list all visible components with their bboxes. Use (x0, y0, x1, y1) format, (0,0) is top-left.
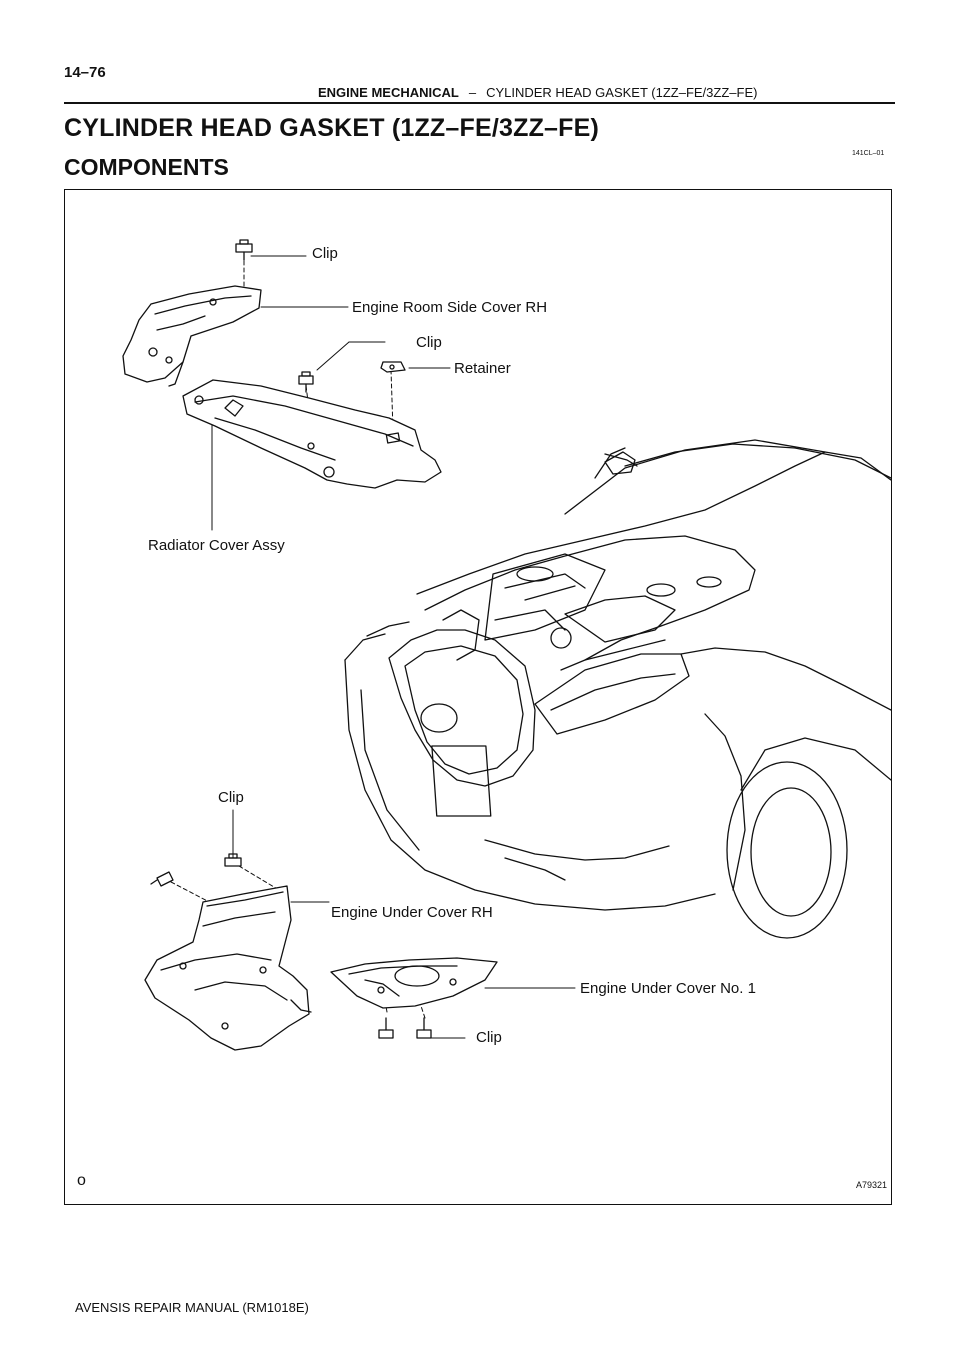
clip-top-part (236, 240, 252, 260)
clip-mid-part (299, 372, 313, 392)
footer-manual-name: AVENSIS REPAIR MANUAL (RM1018E) (75, 1300, 309, 1315)
topic-name: CYLINDER HEAD GASKET (1ZZ–FE/3ZZ–FE) (486, 85, 758, 100)
header-rule (64, 102, 895, 104)
clip-bottom-parts (379, 1018, 431, 1038)
engine-under-cover-no1-part (331, 958, 497, 1008)
label-clip-top: Clip (312, 245, 338, 262)
section-name: ENGINE MECHANICAL (318, 85, 459, 100)
label-clip-lower: Clip (218, 789, 244, 806)
components-illustration (65, 190, 893, 1206)
label-clip-mid: Clip (416, 334, 442, 351)
engine-under-cover-rh-part (145, 886, 311, 1050)
figure-corner-mark: o (77, 1172, 86, 1189)
header-separator: – (468, 85, 477, 100)
label-engine-under-cover-no1: Engine Under Cover No. 1 (580, 980, 756, 997)
vehicle-front-illustration (345, 440, 891, 938)
running-header (318, 85, 757, 100)
label-retainer: Retainer (454, 360, 511, 377)
document-code: 141CL–01 (852, 150, 885, 157)
clip-lower-part (151, 854, 241, 886)
label-engine-under-cover-rh: Engine Under Cover RH (331, 904, 493, 921)
label-radiator-cover-assy: Radiator Cover Assy (148, 537, 285, 554)
retainer-part (381, 362, 405, 372)
figure-id: A79321 (855, 1180, 887, 1190)
page-title: CYLINDER HEAD GASKET (1ZZ–FE/3ZZ–FE) (64, 114, 600, 142)
components-figure (64, 189, 892, 1205)
label-engine-room-side-cover-rh: Engine Room Side Cover RH (352, 299, 548, 316)
label-clip-bottom: Clip (476, 1029, 502, 1046)
page-number: 14–76 (64, 64, 106, 81)
section-subtitle: COMPONENTS (64, 154, 229, 180)
engine-room-side-cover-part (123, 286, 261, 386)
radiator-cover-part (183, 380, 441, 488)
